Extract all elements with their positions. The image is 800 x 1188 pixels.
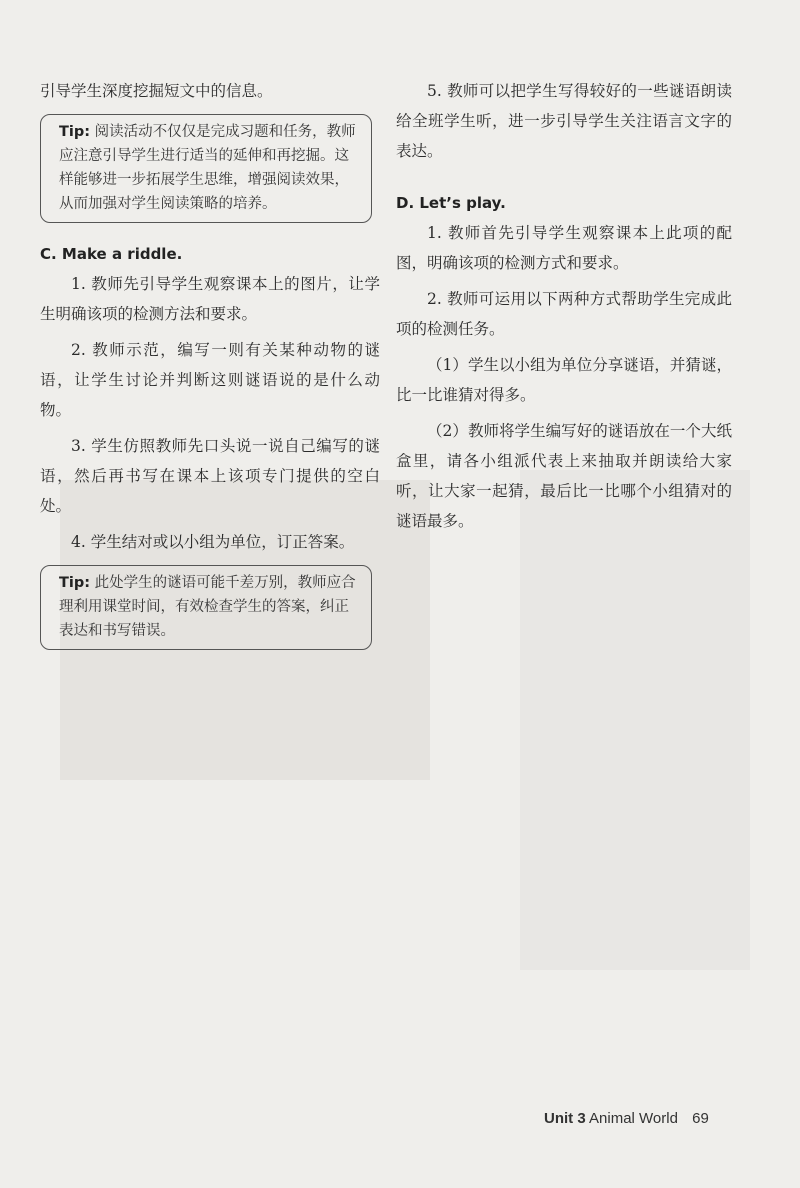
section-d-item-2-2: （2）教师将学生编写好的谜语放在一个大纸盒里，请各小组派代表上来抽取并朗读给大家听，让大家一起猜，最后比一比哪个小组猜对的谜语最多。 xyxy=(396,422,732,530)
unit-label: Unit 3 xyxy=(544,1110,586,1127)
section-d-item-1: 1. 教师首先引导学生观察课本上此项的配图，明确该项的检测方式和要求。 xyxy=(396,224,732,272)
section-c-item-5: 5. 教师可以把学生写得较好的一些谜语朗读给全班学生听，进一步引导学生关注语言文字的表达。 xyxy=(396,82,732,160)
section-d-heading: D. Let’s play. xyxy=(396,194,506,212)
unit-title: Animal World xyxy=(589,1110,678,1127)
tip-text: 此处学生的谜语可能千差万别，教师应合理利用课堂时间，有效检查学生的答案，纠正表达和书写错误。 xyxy=(59,575,356,639)
section-d-item-2: 2. 教师可运用以下两种方式帮助学生完成此项的检测任务。 xyxy=(396,290,732,338)
tip-label: Tip: xyxy=(59,575,91,591)
bleed-through-sidebar xyxy=(520,470,750,970)
page-footer xyxy=(544,1110,709,1127)
section-c-item-3: 3. 学生仿照教师先口头说一说自己编写的谜语，然后再书写在课本上该项专门提供的空白处。 xyxy=(40,437,380,515)
right-column xyxy=(396,76,732,536)
left-column xyxy=(40,76,380,650)
tip-box-riddle xyxy=(40,565,372,650)
intro-line: 引导学生深度挖掘短文中的信息。 xyxy=(40,82,273,100)
tip-text: 阅读活动不仅仅是完成习题和任务，教师应注意引导学生进行适当的延伸和再挖掘。这样能够进一步拓展学生思维，增强阅读效果，从而加强对学生阅读策略的培养。 xyxy=(59,124,356,212)
section-c-item-2: 2. 教师示范，编写一则有关某种动物的谜语，让学生讨论并判断这则谜语说的是什么动物。 xyxy=(40,341,380,419)
section-c-item-1: 1. 教师先引导学生观察课本上的图片，让学生明确该项的检测方法和要求。 xyxy=(40,275,380,323)
tip-label: Tip: xyxy=(59,124,91,140)
page-number: 69 xyxy=(692,1110,709,1127)
tip-box-reading xyxy=(40,114,372,223)
section-c-heading: C. Make a riddle. xyxy=(40,245,183,263)
section-d-item-2-1: （1）学生以小组为单位分享谜语，并猜谜，比一比谁猜对得多。 xyxy=(396,356,732,404)
section-c-item-4: 4. 学生结对或以小组为单位，订正答案。 xyxy=(71,533,355,551)
